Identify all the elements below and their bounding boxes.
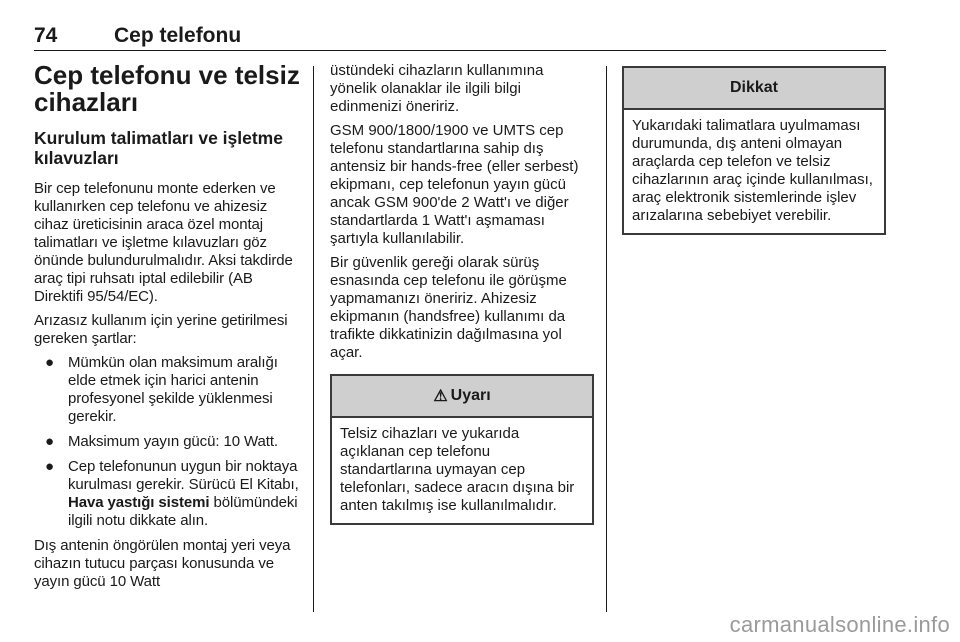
warning-text: Telsiz cihazları ve yukarıda açıklanan cep telefonu standartlarına uymayan cep telefonları, sadece aracın dışına bir anten takılmış ise kullanılmalıdır. <box>340 425 575 514</box>
warning-box-header <box>332 376 592 418</box>
caution-box <box>622 66 886 235</box>
column-divider-2 <box>606 66 607 612</box>
caution-text: Yukarıdaki talimatlara uyulmaması durumunda, dış anteni olmayan araçlarda cep telefon ve telsiz cihazlarının araç içinde kullanılması, araç elektronik sistemlerinde işlev arızalarına sebebiyet verebilir. <box>632 117 873 224</box>
cross-reference: Hava yastığı sistemi <box>68 494 210 511</box>
column-3 <box>622 66 886 235</box>
column-divider-1 <box>313 66 314 612</box>
column-1 <box>34 62 300 597</box>
warning-title: Uyarı <box>450 387 491 404</box>
paragraph: üstündeki cihazların kullanımına yönelik olanaklar ile ilgili bilgi edinmenizi öneririz. <box>330 62 544 115</box>
list-item-text: Cep telefonunun uygun bir noktaya kurulması gerekir. Sürücü El Kitabı, <box>68 458 299 493</box>
header-rule <box>34 50 886 51</box>
list-item <box>34 433 300 451</box>
caution-box-header <box>624 68 884 110</box>
caution-box-body <box>624 110 884 233</box>
paragraph: Bir güvenlik gereği olarak sürüş esnasında cep telefonu ile görüşme yapmamanızı öneririz. Ahizesiz ekipmanın (handsfree) kullanımı da trafikte dikkatinizin dağılmasına yol açar. <box>330 254 567 361</box>
warning-box-body <box>332 418 592 523</box>
warning-box <box>330 374 594 525</box>
column-2 <box>330 62 594 525</box>
page-number: 74 <box>34 24 58 47</box>
list-item-text: Maksimum yayın gücü: 10 Watt. <box>68 433 278 450</box>
section-heading: Cep telefonu ve telsiz cihazları <box>34 60 300 117</box>
bullet-icon: ● <box>45 433 54 450</box>
subsection-heading: Kurulum talimatları ve işletme kılavuzları <box>34 128 283 168</box>
list-item-text: Mümkün olan maksimum aralığı elde etmek için harici antenin profesyonel şekilde yüklenmesi gerekir. <box>68 354 278 425</box>
page-header <box>34 24 885 52</box>
paragraph: GSM 900/1800/1900 ve UMTS cep telefonu standartlarına sahip dış antensiz bir hands-free (eller serbest) ekipmanı, cep telefonun yayın gücü ancak GSM 900'de 2 Watt'ı ve diğer standartlarda 1 Watt'ı aşmaması şartıyla kullanılabilir. <box>330 122 579 247</box>
section-title: Cep telefonu <box>114 24 242 47</box>
requirements-list <box>34 354 300 530</box>
paragraph: Dış antenin öngörülen montaj yeri veya cihazın tutucu parçası konusunda ve yayın gücü 10 Watt <box>34 537 291 590</box>
bullet-icon: ● <box>45 354 54 371</box>
watermark: carmanualsonline.info <box>729 612 950 637</box>
caution-title: Dikkat <box>729 79 779 96</box>
paragraph: Bir cep telefonunu monte ederken ve kullanırken cep telefonu ve ahizesiz cihaz üreticisinin araca özel montaj talimatları ve işletme kılavuzları göz önünde bulundurulmalıdır. Aksi takdirde araç tipi ruhsatı iptal edilebilir (AB Direktifi 95/54/EC). <box>34 180 293 305</box>
warning-triangle-icon: ⚠ <box>433 388 448 405</box>
list-item <box>34 458 300 530</box>
paragraph: Arızasız kullanım için yerine getirilmesi gereken şartlar: <box>34 312 288 347</box>
bullet-icon: ● <box>45 458 54 475</box>
list-item <box>34 354 300 426</box>
list-item-text: bölümündeki ilgili notu dikkate alın. <box>68 494 298 529</box>
